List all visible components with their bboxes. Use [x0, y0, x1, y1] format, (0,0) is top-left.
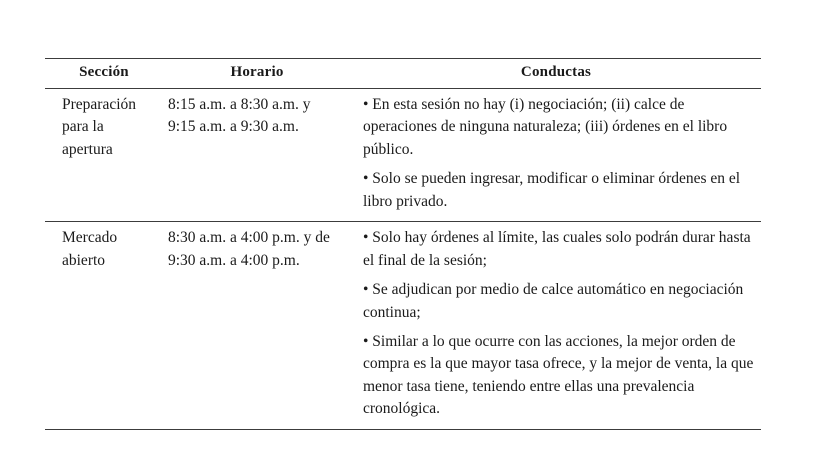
- conducta-item: • Similar a lo que ocurre con las acciones, la mejor orden de compra es la que mayor tasa ofrece, y la mejor de venta, la que menor tasa tiene, teniendo entre ellas una prevalencia cronológica.: [363, 332, 754, 418]
- seccion-cell: Mercado abierto: [62, 229, 118, 269]
- table-body: [45, 88, 761, 429]
- column-header-horario: Horario: [163, 59, 351, 89]
- conducta-item: • Solo se pueden ingresar, modificar o eliminar órdenes en el libro privado.: [363, 170, 741, 210]
- column-header-conductas: Conductas: [351, 59, 761, 89]
- horario-cell: 8:30 a.m. a 4:00 p.m. y de 9:30 a.m. a 4:00 p.m.: [168, 229, 330, 269]
- schedule-table-container: [45, 58, 761, 430]
- column-header-seccion: Sección: [45, 59, 163, 89]
- table-header: [45, 59, 761, 89]
- conducta-item: • Solo hay órdenes al límite, las cuales solo podrán durar hasta el final de la sesión;: [363, 229, 751, 269]
- schedule-table: [45, 58, 761, 430]
- conducta-item: • Se adjudican por medio de calce automático en negociación continua;: [363, 281, 744, 321]
- seccion-cell: Preparación para la apertura: [62, 95, 137, 158]
- conducta-item: • En esta sesión no hay (i) negociación; (ii) calce de operaciones de ninguna naturaleza; (iii) órdenes en el libro público.: [363, 95, 728, 158]
- header-row: [45, 59, 761, 89]
- table-row: [45, 88, 761, 221]
- conductas-cell: [351, 222, 761, 430]
- conductas-cell: [351, 88, 761, 221]
- table-row: [45, 222, 761, 430]
- horario-cell: 8:15 a.m. a 8:30 a.m. y 9:15 a.m. a 9:30 a.m.: [168, 95, 311, 136]
